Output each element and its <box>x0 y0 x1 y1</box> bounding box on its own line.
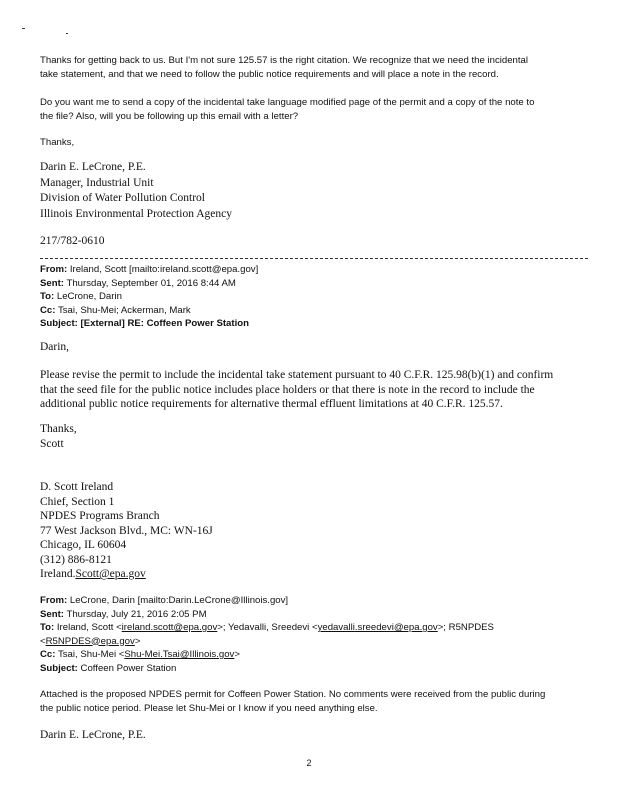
top-email-paragraph-2: Do you want me to send a copy of the incidental take language modified page of the permit and a copy of the note to the file? Also, will you be following up this email with a letter? <box>40 97 535 122</box>
email-2-signature: D. Scott Ireland Chief, Section 1 NPDES Programs Branch 77 West Jackson Blvd., MC: WN-16J Chicago, IL 60604 (312) 886-8121 Ireland.Scott@epa.gov <box>40 481 213 580</box>
top-email-thanks: Thanks, <box>40 137 75 148</box>
top-email-signature: Darin E. LeCrone, P.E. Manager, Industrial Unit Division of Water Pollution Control Illinois Environmental Protection Agency <box>40 161 232 220</box>
scott-email-link[interactable]: Scott@epa.gov <box>75 568 146 580</box>
email-2-closing: Thanks, Scott <box>40 423 77 450</box>
tsai-email-link[interactable]: Shu-Mei.Tsai@Illinois.gov <box>124 649 235 660</box>
page-number: 2 <box>306 758 312 768</box>
header-divider <box>40 258 588 259</box>
yedavalli-email-link[interactable]: yedavalli.sreedevi@epa.gov <box>317 622 438 633</box>
scan-speck <box>22 28 25 29</box>
top-email-paragraph-1: Thanks for getting back to us. But I'm not sure 125.57 is the right citation. We recognize that we need the incidental take statement, and that we need to follow the public notice requirements and will place a note in the record. <box>40 55 529 80</box>
email-header-2: From: LeCrone, Darin [mailto:Darin.LeCrone@Illinois.gov] Sent: Thursday, July 21, 2016 2:05 PM To: Ireland, Scott <ireland.scott@epa.gov>; Yedavalli, Sreedevi <yedavalli.sreedevi@epa.gov>; R5NPDES <R5NPDES@epa.gov> Cc: Tsai, Shu-Mei <Shu-Mei.Tsai@Illinois.gov> Subject: Coffeen Power Station <box>40 595 494 674</box>
email-2-greeting: Darin, <box>40 341 70 353</box>
top-email-phone: 217/782-0610 <box>40 235 105 247</box>
email-header-1: From: Ireland, Scott [mailto:ireland.scott@epa.gov] Sent: Thursday, September 01, 2016 8:44 AM To: LeCrone, Darin Cc: Tsai, Shu-Mei; Ackerman, Mark Subject: [External] RE: Coffeen Power Station <box>40 264 259 329</box>
email-3-signature: Darin E. LeCrone, P.E. <box>40 729 146 741</box>
ireland-email-link[interactable]: ireland.scott@epa.gov <box>121 622 218 633</box>
email-2-paragraph: Please revise the permit to include the incidental take statement pursuant to 40 C.F.R. 125.98(b)(1) and confirm that the seed file for the public notice includes place holders or that there is note in the record to include the additional public notice requirements for alternative thermal effluent limitations at 40 C.F.R. 125.57. <box>40 369 554 410</box>
scan-speck <box>66 33 68 34</box>
email-3-paragraph: Attached is the proposed NPDES permit for Coffeen Power Station. No comments were received from the public during the public notice period. Please let Shu-Mei or I know if you need anything else. <box>40 689 546 714</box>
r5npdes-email-link[interactable]: R5NPDES@epa.gov <box>45 635 135 647</box>
